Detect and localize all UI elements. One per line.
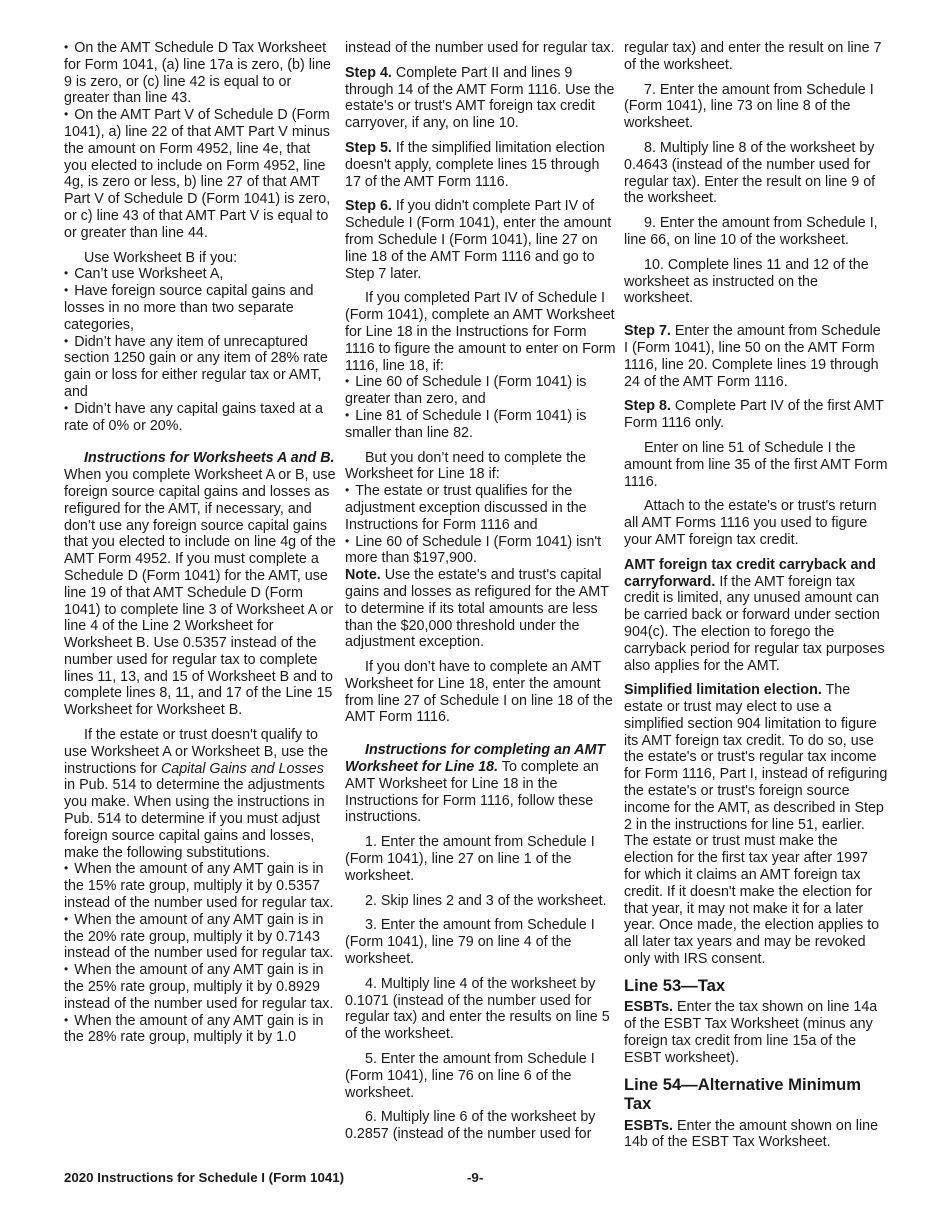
step-5: Step 5. If the simplified limitation election doesn't apply, complete lines 15 through 17 of the AMT Form 1116. [345, 139, 605, 190]
numbered-item: 1. Enter the amount from Schedule I (Form 1041), line 27 on line 1 of the worksheet. [345, 834, 595, 884]
heading-line-53: Line 53—Tax [624, 975, 726, 995]
bullet-item: • Have foreign source capital gains and losses in no more than two separate categories, [64, 283, 336, 333]
paragraph: Use Worksheet B if you: [84, 249, 238, 266]
simplified-election-paragraph: Simplified limitation election. The estate or trust may elect to use a simplified section 904 limitation to figure its AMT foreign tax credit. To do so, use the estate's or trust's regular tax income for Form 1116, Part I, instead of refiguring the estate's or trust's foreign source income for the AMT, as described in Step 2 in the instructions for line 51, earlier. The estate or trust must make the election for the first tax year after 1997 for which it claims an AMT foreign tax credit. If it doesn't make the election for that year, it may not make it for a later year. Once made, the election applies to all later tax years and may be revoked only with IRS consent. [624, 682, 888, 968]
paragraph: ESBTs. Enter the tax shown on line 14a of the ESBT Tax Worksheet (minus any foreign tax credit from line 15a of the ESBT worksheet). [624, 999, 878, 1066]
bullet-item: • Line 60 of Schedule I (Form 1041) isn't more than $197,900. [345, 534, 617, 568]
paragraph: If you completed Part IV of Schedule I (Form 1041), complete an AMT Worksheet for Line 18 in the Instructions for Form 1116 to figure the amount to enter on Form 1116, line 18, if: [345, 290, 616, 374]
paragraph: ESBTs. Enter the amount shown on line 14b of the ESBT Tax Worksheet. [624, 1117, 879, 1151]
bullet-item: • Didn’t have any item of unrecaptured section 1250 gain or any item of 28% rate gain or loss for either regular tax or AMT, and [64, 334, 336, 401]
numbered-item: 6. Multiply line 6 of the worksheet by 0.2857 (instead of the number used for [345, 1109, 596, 1143]
numbered-item: 4. Multiply line 4 of the worksheet by 0.1071 (instead of the number used for regular tax) and enter the results on line 5 of the worksheet. [345, 975, 610, 1043]
bullet-item: • Didn’t have any capital gains taxed at a rate of 0% or 20%. [64, 401, 336, 435]
bullet-item: • When the amount of any AMT gain is in the 20% rate group, multiply it by 0.7143 instead of the number used for regular tax. [64, 912, 336, 962]
step-4: Step 4. Complete Part II and lines 9 through 14 of the AMT Form 1116. Use the estate's or trust's AMT foreign tax credit carryover, if any, on line 10. [345, 64, 615, 132]
note: Note. Use the estate's and trust's capital gains and losses as refigured for the AMT to determine if its total amounts are less than the $20,000 threshold under the adjustment exception. [345, 567, 609, 651]
bullet-item: • Line 81 of Schedule I (Form 1041) is smaller than line 82. [345, 408, 617, 442]
paragraph: Attach to the estate's or trust's return all AMT Forms 1116 you used to figure your AMT foreign tax credit. [624, 498, 877, 548]
bullet-item: • When the amount of any AMT gain is in the 25% rate group, multiply it by 0.8929 instead of the number used for regular tax. [64, 962, 336, 1012]
paragraph: But you don’t need to complete the Worksheet for Line 18 if: [345, 449, 586, 483]
carryback-paragraph: AMT foreign tax credit carryback and carryforward. If the AMT foreign tax credit is limited, any unused amount can be carried back or forward under section 904(c). The election to forego the carryback period for regular tax purposes also applies for the AMT. [624, 556, 885, 674]
numbered-item: 9. Enter the amount from Schedule I, line 66, on line 10 of the worksheet. [624, 215, 878, 248]
step-7: Step 7. Enter the amount from Schedule I (Form 1041), line 50 on the AMT Form 1116, line 20. Complete lines 19 through 24 of the AMT Form 1116. [624, 323, 881, 390]
bullet-item: • The estate or trust qualifies for the adjustment exception discussed in the Instructions for Form 1116 and [345, 483, 617, 533]
page-number: -9- [467, 1170, 484, 1185]
numbered-item: 5. Enter the amount from Schedule I (Form 1041), line 76 on line 6 of the worksheet. [345, 1051, 595, 1101]
column-middle [345, 40, 617, 1151]
paragraph: instead of the number used for regular tax. [345, 40, 615, 56]
paragraph: Enter on line 51 of Schedule I the amount from line 35 of the first AMT Form 1116. [624, 439, 888, 490]
step-8: Step 8. Complete Part IV of the first AMT Form 1116 only. [624, 398, 884, 432]
numbered-item: 3. Enter the amount from Schedule I (Form 1041), line 79 on line 4 of the worksheet. [345, 917, 595, 968]
paragraph: regular tax) and enter the result on line 7 of the worksheet. [624, 40, 882, 73]
column-right [624, 40, 888, 1159]
bullet-item: • When the amount of any AMT gain is in the 28% rate group, multiply it by 1.0 [64, 1013, 336, 1047]
paragraph: Instructions for Worksheets A and B. When you complete Worksheet A or B, use foreign source capital gains and losses as refigured for the AMT, if necessary, and don’t use any foreign source capital gains that you elected to include on line 4g of the AMT Form 4952. If you must complete a Schedule D (Form 1041) for the AMT, use line 19 of that AMT Schedule D (Form 1041) to complete line 3 of Worksheet A or line 4 of the Line 2 Worksheet for Worksheet B. Use 0.5357 instead of the number used for regular tax to complete lines 11, 13, and 15 of Worksheet B and to complete lines 8, 11, and 17 of the Line 15 Worksheet for Worksheet B. [64, 450, 336, 719]
bullet-item: • When the amount of any AMT gain is in the 15% rate group, multiply it by 0.5357 instead of the number used for regular tax. [64, 861, 336, 911]
bullet-item: • On the AMT Schedule D Tax Worksheet for Form 1041, (a) line 17a is zero, (b) line 9 is zero, or (c) line 42 is equal to or greater than line 43. [64, 40, 336, 107]
subheading: Instructions for Worksheets A and B. [84, 450, 335, 467]
bullet-item: • On the AMT Part V of Schedule D (Form 1041), a) line 22 of that AMT Part V minus the amount on Form 4952, line 4e, that you elected to include on Form 4952, line 4g, is zero or less, b) line 27 of that AMT Part V of Schedule D (Form 1041) is zero, or c) line 43 of that AMT Part V is equal to or greater than line 44. [64, 107, 336, 241]
bullet-item: • Line 60 of Schedule I (Form 1041) is greater than zero, and [345, 374, 617, 408]
step-6: Step 6. If you didn't complete Part IV of Schedule I (Form 1041), enter the amount from Schedule I (Form 1041), line 27 on line 18 of the AMT Form 1116 and go to Step 7 later. [345, 198, 612, 282]
bullet-item: • Can’t use Worksheet A, [64, 266, 336, 283]
numbered-item: 2. Skip lines 2 and 3 of the worksheet. [365, 892, 607, 909]
paragraph: Instructions for completing an AMT Worksheet for Line 18. To complete an AMT Worksheet for Line 18 in the Instructions for Form 1116, follow these instructions. [345, 742, 606, 826]
numbered-item: 10. Complete lines 11 and 12 of the worksheet as instructed on the worksheet. [624, 256, 869, 307]
subheading: Instructions for completing an AMT Worksheet for Line 18. [345, 742, 606, 776]
heading-line-54: Line 54—Alternative Minimum Tax [624, 1074, 861, 1114]
paragraph: If the estate or trust doesn't qualify to use Worksheet A or Worksheet B, use the instructions for Capital Gains and Losses in Pub. 514 to determine the adjustments you make. When using the instructions in Pub. 514 to determine if you must adjust foreign source capital gains and losses, make the following substitutions. [64, 727, 329, 861]
footer-title: 2020 Instructions for Schedule I (Form 1041) [64, 1170, 345, 1185]
numbered-item: 8. Multiply line 8 of the worksheet by 0.4643 (instead of the number used for regular tax). Enter the result on line 9 of the worksheet. [624, 139, 876, 207]
paragraph: If you don’t have to complete an AMT Worksheet for Line 18, enter the amount from line 27 of Schedule I on line 18 of the AMT Form 1116. [345, 659, 613, 726]
column-left [64, 40, 336, 1046]
numbered-item: 7. Enter the amount from Schedule I (Form 1041), line 73 on line 8 of the worksheet. [624, 81, 874, 132]
